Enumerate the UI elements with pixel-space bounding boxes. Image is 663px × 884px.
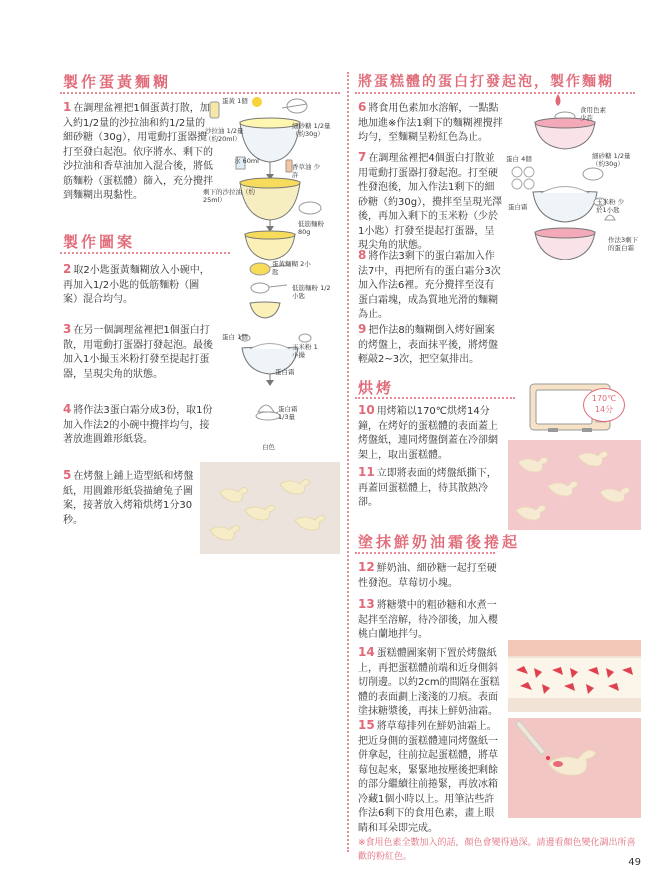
step-9: 9 把作法8的麵糊倒入烤好圖案的烤盤上，表面抹平後，將烤盤輕敲2~3次，把空氣排出。 (358, 322, 498, 365)
section-divider (355, 397, 515, 399)
oven-temp: 170℃ (591, 394, 617, 403)
label-cornstarch-pinch: 玉米粉 1小撮 (292, 343, 318, 359)
label-flour-pattern: 低筋麵粉 1/2小匙 (292, 284, 331, 300)
label-batter-2tsp: 蛋黃麵糊 2小匙 (272, 260, 311, 276)
column-divider (347, 72, 349, 852)
food-color-diagram (520, 92, 640, 152)
label-meringue-third: 蛋白霜 1/3量 (278, 405, 298, 421)
step-10: 10 用烤箱以170℃烘烤14分鐘，在烤好的蛋糕體的表面蓋上烤盤紙，連同烤盤倒蓋在冷卻網架上，取出蛋糕體。 (358, 403, 498, 461)
section-title-bake: 烘烤 (358, 379, 395, 397)
label-meringue: 蛋白霜 (275, 368, 295, 376)
step-13: 13 將糖漿中的粗砂糖和水煮一起拌至溶解，待冷卻後，加入櫻桃白蘭地拌勻。 (358, 597, 498, 640)
step-15: 15 將草莓排列在鮮奶油霜上。把近身側的蛋糕體連同烤盤紙一併拿起，往前拉起蛋糕體，將草莓包起來，緊緊地按壓後把剩餘的部分繼續往前捲緊，再放冰箱冷藏1個小時以上。用筆沾些許作法6剩下的食用色素，畫上眼睛和耳朵即完成。 (358, 718, 498, 834)
label-vanilla: 香草油 少許 (292, 163, 321, 179)
label-food-color: 食用色素 少許 (580, 106, 606, 122)
decorating-photo (508, 718, 641, 818)
label-oil-half: 沙拉油 1/2量（約20ml） (205, 127, 244, 143)
bunny-pattern-photo (200, 462, 340, 554)
oven-time: 14分 (594, 405, 614, 414)
label-cornstarch-rest: 玉米粉 少於1小匙 (596, 198, 625, 214)
label-egg-white-1: 蛋白 1個 (222, 333, 248, 341)
label-water: 水 60ml (234, 157, 259, 165)
label-oil-rest: 剩下的沙拉油（約25ml） (203, 188, 255, 204)
label-flour-cake: 低筋麵粉 80g (298, 220, 324, 236)
section-title-cream: 塗抹鮮奶油霜後捲起 (358, 533, 521, 551)
step-3: 3 在另一個調理盆裡把1個蛋白打散，用電動打蛋器打發起泡。最後加入1小撮玉米粉打發至提起打蛋器，呈現尖角的狀態。 (63, 322, 213, 380)
section-title-meringue: 將蛋糕體的蛋白打發起泡，製作麵糊 (358, 74, 614, 90)
step-1: 1 在調理盆裡把1個蛋黃打散，加入約1/2量的沙拉油和約1/2量的細砂糖（30g），用電動打蛋器攪打至發白起泡。依序將水、剩下的沙拉油和香草油加入混合後，將低筋麵粉（蛋糕體）篩入，充分攪拌到麵糊出現黏性。 (63, 100, 213, 201)
label-egg-white-4: 蛋白 4個 (506, 155, 532, 163)
step-14: 14 蛋糕體圖案朝下置於烤盤紙上，再把蛋糕體前端和近身側斜切削邊。以約2cm的間隔在蛋糕體的表面劃上淺淺的刀痕。表面塗抹糖漿後，再抹上鮮奶油霜。 (358, 645, 500, 717)
label-white: 白色 (262, 443, 275, 451)
footnote: ※食用色素全數加入的話，顏色會變得過深。請邊看顏色變化調出所喜歡的粉紅色。 (358, 838, 636, 862)
step-2: 2 取2小匙蛋黃麵糊放入小碗中，再加入1/2小匙的低筋麵粉（圖案）混合均勻。 (63, 262, 210, 305)
step-12: 12 鮮奶油、細砂糖一起打至硬性發泡。草莓切小塊。 (358, 560, 497, 589)
section-divider (355, 552, 495, 554)
label-sugar-half: 細砂糖 1/2量（約30g） (292, 122, 331, 138)
label-from-step3: 作法3剩下的蛋白霜 (608, 236, 639, 252)
baked-cake-photo (508, 440, 641, 530)
label-sugar-rest: 細砂糖 1/2量（約30g） (592, 152, 631, 168)
step-4: 4 將作法3蛋白霜分成3份，取1份加入作法2的小碗中攪拌均勻，接著放進圓錐形紙袋。 (63, 402, 213, 445)
section-divider (60, 252, 230, 254)
label-yolk: 蛋黃 1個 (222, 97, 248, 105)
page-number: 49 (628, 857, 641, 868)
step-5: 5 在烤盤上鋪上造型紙和烤盤紙，用圓錐形紙袋描繪兔子圖案，接著放入烤箱烘烤1分30秒。 (63, 468, 194, 526)
step-7: 7 在調理盆裡把4個蛋白打散並用電動打蛋器打發起泡。打至硬性發泡後，加入作法1剩下的細砂糖（約30g），攪拌至呈現光澤後，再加入剩下的玉米粉（少於1小匙）打發至提起打蛋器，呈現尖角的狀態。 (358, 150, 503, 251)
step-6: 6 將食用色素加水溶解，一點點地加進※作法1剩下的麵糊裡攪拌均勻，至麵糊呈粉紅色為止。 (358, 100, 503, 143)
cream-strawberry-photo (508, 640, 641, 712)
section-title-yolk-batter: 製作蛋黃麵糊 (63, 73, 172, 91)
step-8: 8 將作法3剩下的蛋白霜加入作法7中，再把所有的蛋白霜分3次加入作法6裡。充分攪拌至沒有蛋白霜塊，成為質地光滑的麵糊為止。 (358, 248, 501, 320)
section-title-pattern: 製作圖案 (63, 233, 136, 251)
step-11: 11 立即將表面的烤盤紙撕下，再蓋回蛋糕體上，待其散熱冷卻。 (358, 465, 497, 508)
oven-display (583, 388, 625, 422)
label-egg-white-meringue: 蛋白霜 (508, 203, 528, 211)
